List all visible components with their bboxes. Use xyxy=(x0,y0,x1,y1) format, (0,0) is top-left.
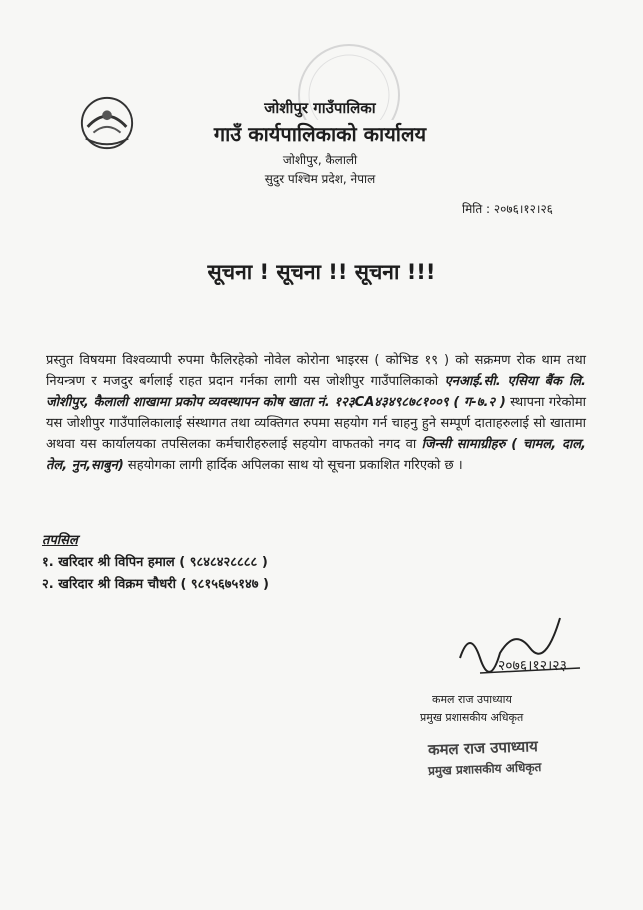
contact-item: १. खरिदार श्री विपिन हमाल ( ९८४८४२८८८८ ) xyxy=(42,555,268,570)
contact-list xyxy=(42,552,269,596)
signatory-title: प्रमुख प्रशासकीय अधिकृत xyxy=(420,711,524,724)
office-name: गाउँ कार्यपालिकाको कार्यालय xyxy=(213,122,427,146)
bank-account-info: एनआई.सी. एसिया बैंक लि. जोशीपुर, कैलाली शाखामा प्रकोप व्यवस्थापन कोष खाता नं. १२३CA४३४९८७८१००९ ( ग-७.२ ) xyxy=(46,374,587,410)
tapsil-label: तपसिल xyxy=(42,533,78,548)
notice-date: मिति : २०७६।१२।२६ xyxy=(462,202,553,216)
body-part-1: प्रस्तुत विषयमा विश्वव्यापी रुपमा फैलिरहेको नोवेल कोरोना भाइरस ( कोभिड १९ ) को सक्रमण रोक थाम तथा नियन्त्रण र मजदुर बर्गलाई राहत प्रदान गर्नका लागी यस जोशीपुर गाउँपालिकाको xyxy=(46,353,586,389)
office-header xyxy=(150,98,490,189)
office-province: सुदुर पश्चिम प्रदेश, नेपाल xyxy=(264,172,376,186)
signatory-name: कमल राज उपाध्याय xyxy=(432,693,512,706)
municipality-name: जोशीपुर गाउँपालिका xyxy=(264,99,376,117)
body-part-3: सहयोगका लागी हार्दिक अपिलका साथ यो सूचना प्रकाशित गरिएको छ । xyxy=(123,458,463,473)
body-part-2: स्थापना गरेकोमा यस जोशीपुर गाउँपालिकालाई संस्थागत तथा व्यक्तिगत रुपमा सहयोग गर्न चाहनु हुने सम्पूर्ण दाताहरुलाई सो खातामा अथवा यस कार्यालयका तपसिलका कर्मचारीहरुलाई सहयोग वाफतको नगद वा xyxy=(46,395,586,452)
notice-body xyxy=(46,350,586,476)
office-location: जोशीपुर, कैलाली xyxy=(282,153,358,167)
notice-title: सूचना ! सूचना !! सूचना !!! xyxy=(207,260,436,284)
signature-date: २०७६।१२।२३ xyxy=(498,658,567,674)
stamp-title: प्रमुख प्रशासकीय अधिकृत xyxy=(427,760,542,778)
contact-item: २. खरिदार श्री विक्रम चौधरी ( ९८१५६७५१४७ ) xyxy=(42,577,269,592)
stamp-name: कमल राज उपाध्याय xyxy=(427,737,539,759)
nepal-emblem-icon xyxy=(78,94,136,152)
goods-list: जिन्सी सामाग्रीहरु ( चामल, दाल, तेल, नुन,साबुन) xyxy=(46,437,586,473)
